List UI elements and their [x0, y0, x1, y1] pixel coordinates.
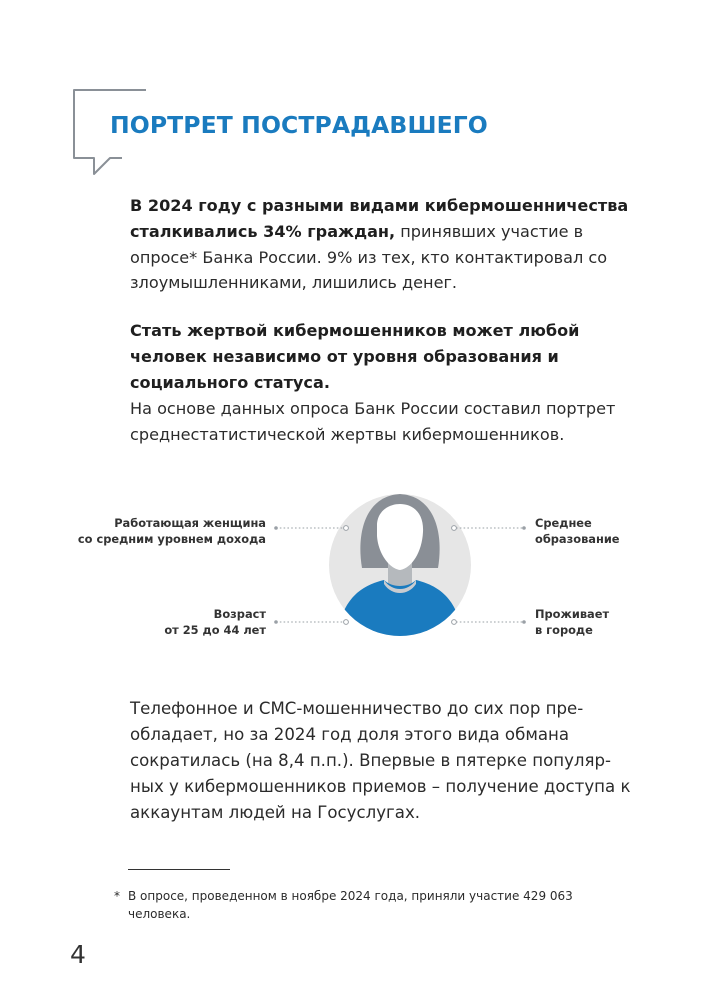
survey-note-paragraph: На основе данных опроса Банк России составил портрет среднестатистической жертвы кибермошенников.	[130, 399, 616, 444]
label-line: со средним уровнем дохода	[77, 532, 266, 546]
intro-paragraph	[130, 193, 638, 296]
label-line: Работающая женщина	[114, 516, 266, 530]
label-line: от 25 до 44 лет	[164, 623, 266, 637]
label-residence	[535, 606, 609, 638]
statement-paragraph: Стать жертвой кибермошенников может любой человек независимо от уровня образования и социального статуса.	[130, 321, 580, 392]
label-line: образование	[535, 532, 620, 546]
intro-bold-lead: В 2024 году с разными видами кибермошенничества сталкивались 34% граждан,	[130, 196, 629, 241]
label-line: Проживает	[535, 607, 610, 621]
footnote-divider	[128, 869, 230, 870]
footnote-text: В опросе, проведенном в ноябре 2024 года, приняли участие 429 063 человека.	[128, 889, 573, 921]
label-line: Возраст	[213, 607, 266, 621]
footnote	[114, 887, 588, 923]
label-age	[164, 606, 266, 638]
label-line: Среднее	[535, 516, 592, 530]
label-employment-income	[78, 515, 266, 547]
trend-paragraph: Телефонное и СМС-мошенничество до сих пор преобладает, но за 2024 год доля этого вида обмана сократилась (на 8,4 п.п.). Впервые в пятерке популярных у кибермошенников приемов – получение доступа к аккаунтам людей на Госуслугах.	[130, 699, 631, 822]
label-education	[535, 515, 620, 547]
page-number: 4	[70, 940, 86, 969]
intro-rest: принявших участие в опросе* Банка России. 9% из тех, кто контактировал со злоумышленниками, лишились денег.	[130, 221, 608, 293]
footnote-marker: *	[114, 889, 120, 903]
page-title: ПОРТРЕТ ПОСТРАДАВШЕГО	[110, 111, 488, 139]
victim-portrait	[0, 480, 704, 650]
label-line: в городе	[535, 623, 593, 637]
